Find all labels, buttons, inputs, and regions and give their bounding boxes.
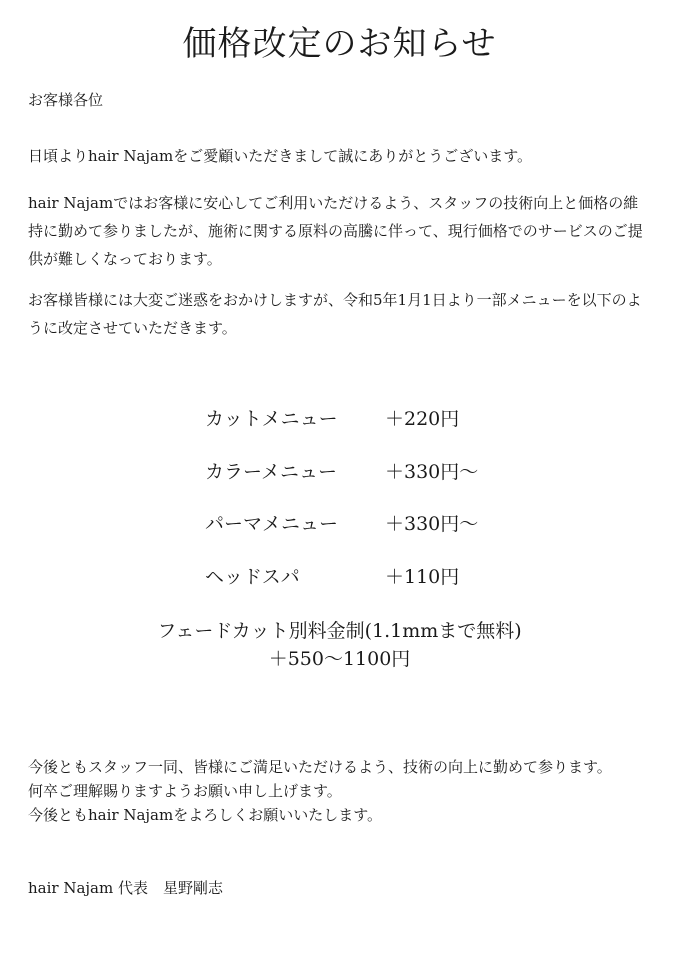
fade-cut-description: フェードカット別料金制(1.1mmまで無料) [157,620,522,642]
price-item-value: ＋330円〜 [385,513,479,535]
closing-message [28,755,653,827]
salutation: お客様各位 [28,91,104,109]
price-row-color [205,455,478,489]
closing-line: 何卒ご理解賜りますようお願い申し上げます。 [28,782,342,800]
price-row-perm [205,507,478,541]
price-item-name: カラーメニュー [205,461,338,483]
price-item-name: カットメニュー [205,408,338,430]
price-row-headspa [205,560,459,594]
price-item-value: ＋110円 [385,566,460,588]
closing-line: 今後ともスタッフ一同、皆様にご満足いただけるよう、技術の向上に勤めて参ります。 [28,758,612,776]
greeting-paragraph: 日頃よりhair Najamをご愛顧いただきまして誠にありがとうございます。 [28,147,533,165]
reason-paragraph: hair Najamではお客様に安心してご利用いただけるよう、スタッフの技術向上と価格の維持に勤めて参りましたが、施術に関する原料の高騰に伴って、現行価格でのサービスのご提供が難しくなっております。 [28,194,643,268]
signature: hair Najam 代表 星野剛志 [28,879,223,897]
price-item-value: ＋330円〜 [385,461,479,483]
fade-cut-notice [0,617,679,673]
fade-cut-price: ＋550〜1100円 [268,648,411,670]
price-item-name: ヘッドスパ [205,566,300,588]
price-item-name: パーマメニュー [205,513,339,535]
price-item-value: ＋220円 [385,408,460,430]
announcement-paragraph: お客様皆様には大変ご迷惑をおかけしますが、令和5年1月1日より一部メニューを以下のように改定させていただきます。 [28,291,642,337]
page-title: 価格改定のお知らせ [182,24,497,64]
price-row-cut [205,402,459,436]
closing-line: 今後ともhair Najamをよろしくお願いいたします。 [28,806,383,824]
